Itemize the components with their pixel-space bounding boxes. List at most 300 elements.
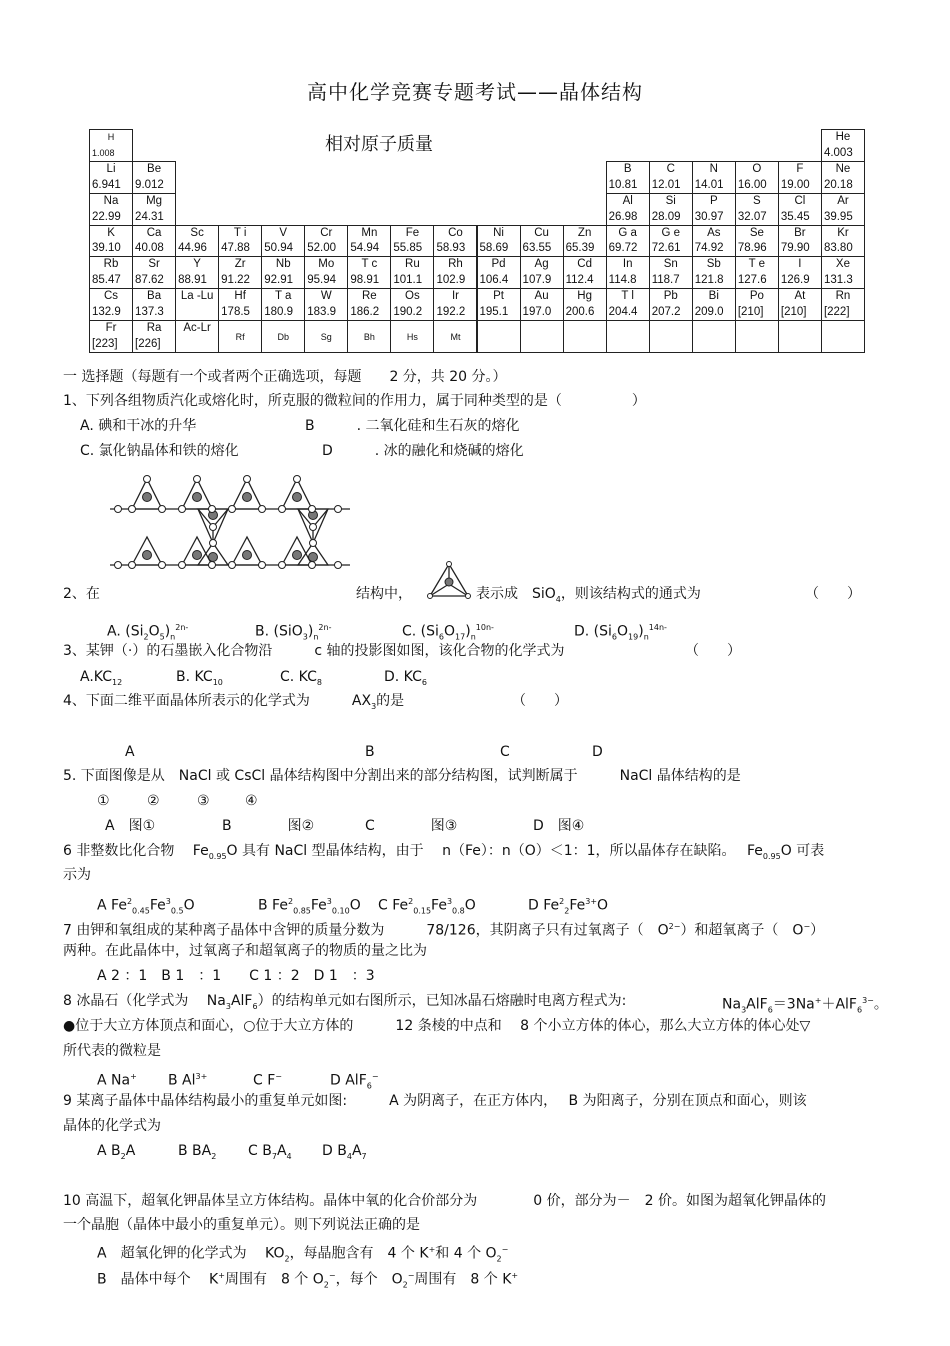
element-cell [304, 256, 348, 289]
element-mass: 114.8 [608, 274, 637, 287]
element-mass: 58.69 [479, 242, 509, 255]
element-symbol: Zn [577, 226, 592, 239]
element-mass: 83.80 [823, 242, 853, 255]
q5-option-c: C 图③ [365, 818, 458, 834]
q2-stem-mid: 结构中， [356, 586, 412, 602]
element-mass: 195.1 [479, 306, 509, 319]
q5-option-d: D 图④ [533, 818, 585, 834]
element-mass: 137.3 [135, 306, 164, 319]
element-symbol: T i [233, 226, 247, 239]
q2-paren: （ ） [805, 586, 861, 602]
element-cell [218, 225, 262, 258]
element-mass: 39.10 [92, 242, 121, 255]
element-cell [735, 320, 779, 353]
element-symbol: Fr [105, 322, 117, 335]
q9-option-a: A $B_2A$ [97, 1143, 136, 1161]
element-mass: 92.91 [264, 274, 293, 287]
element-symbol: In [622, 258, 633, 271]
q4-stem: 4、下面二维平面晶体所表示的化学式为 $AX_3$的是 [63, 693, 405, 711]
q8-option-c: C F− [253, 1072, 282, 1089]
element-cell [347, 288, 391, 321]
element-symbol: Ru [405, 258, 420, 271]
element-cell [433, 288, 477, 321]
element-mass: [222] [823, 306, 850, 319]
element-cell [218, 320, 262, 353]
q4-paren: （ ） [512, 693, 568, 709]
element-symbol: T e [748, 258, 766, 271]
element-symbol: S [753, 194, 761, 207]
element-cell [692, 320, 736, 353]
element-cell [563, 225, 607, 258]
q6-option-c: C $Fe^2_{0.15}Fe^3_{0.8}O$ [378, 897, 476, 916]
element-mass: 126.9 [780, 274, 810, 287]
element-cell [649, 320, 693, 353]
element-mass: 207.2 [651, 306, 681, 319]
element-cell [778, 256, 822, 289]
element-symbol: Rn [835, 290, 851, 303]
element-cell [304, 288, 348, 321]
element-symbol: Cd [577, 258, 592, 271]
element-cell [692, 193, 736, 226]
section-heading: 一 选择题（每题有一个或者两个正确选项，每题 2 分，共 20 分。） [63, 369, 507, 385]
element-mass: 131.3 [823, 274, 853, 287]
element-mass: 19.00 [780, 178, 810, 191]
q5-figure-1-label: ① [97, 793, 110, 809]
q5-figure-2-label: ② [147, 793, 160, 809]
q1-option-b: B . 二氧化硅和生石灰的熔化 [305, 418, 520, 434]
element-cell [821, 161, 865, 194]
element-mass: 95.94 [307, 274, 337, 287]
element-symbol: Bi [708, 290, 719, 303]
element-cell [477, 256, 521, 289]
element-symbol: Rb [103, 258, 119, 271]
element-symbol: P [709, 194, 718, 207]
q5-stem: 5. 下面图像是从 NaCl 或 CsCl 晶体结构图中分割出来的部分结构图，试判断属于 NaCl 晶体结构的是 [63, 768, 741, 784]
element-mass: 91.22 [221, 274, 250, 287]
element-mass: [223] [92, 337, 118, 350]
element-cell [175, 256, 219, 289]
element-cell [821, 129, 865, 162]
element-mass: 1.008 [92, 147, 115, 158]
element-symbol: Br [794, 226, 806, 239]
element-symbol: F [796, 162, 804, 175]
element-symbol: Fe [405, 226, 420, 239]
q3-option-c: C. $KC_8$ [280, 669, 322, 687]
element-symbol: Y [193, 258, 201, 271]
q1-option-d: D . 冰的融化和烧碱的熔化 [322, 443, 524, 459]
element-cell [821, 320, 865, 353]
element-symbol: Au [534, 290, 549, 303]
element-cell [692, 225, 736, 258]
element-symbol: Pd [491, 258, 506, 271]
q6-stem: 6 非整数比化合物 $Fe_{0.95}O$ 具有 NaCl 型晶体结构，由于 n（Fe）：n（O）＜1：1，所以晶体存在缺陷。 $Fe_{0.95}O$ 可表 [63, 843, 825, 861]
element-mass: [210] [737, 306, 764, 319]
element-mass: 192.2 [436, 306, 466, 319]
element-cell [606, 161, 650, 194]
q3-option-d: D. $KC_6$ [384, 669, 427, 687]
element-cell [477, 288, 521, 321]
element-mass: 9.012 [135, 178, 164, 191]
element-cell [347, 225, 391, 258]
element-cell [821, 256, 865, 289]
element-symbol: Mn [361, 226, 378, 239]
element-symbol: Hg [577, 290, 592, 303]
q6-option-a: A $Fe^2_{0.45}Fe^3_{0.5}O$ [97, 897, 195, 916]
element-symbol: Cr [320, 226, 333, 239]
element-mass: 22.99 [92, 210, 121, 223]
element-mass: 26.98 [608, 210, 638, 223]
element-mass: 32.07 [737, 210, 767, 223]
element-mass: 197.0 [522, 306, 552, 319]
element-symbol: Ir [451, 290, 459, 303]
element-mass: 87.62 [135, 274, 164, 287]
q5-figure-3-label: ③ [197, 793, 210, 809]
element-symbol: O [752, 162, 762, 175]
q2-stem-post: 表示成 SiO$_4$，则该结构式的通式为 [476, 586, 701, 604]
element-cell [821, 288, 865, 321]
element-symbol: Kr [837, 226, 849, 239]
element-cell [132, 288, 176, 321]
q8-option-d: D AlF$_6$− [330, 1072, 379, 1091]
q9-stem-cont: 晶体的化学式为 [63, 1118, 161, 1134]
element-cell [563, 320, 607, 353]
element-cell [261, 320, 305, 353]
element-cell [261, 256, 305, 289]
q2-option-a: A. $(Si_2O_5)_n^{2n-}$ [107, 623, 189, 642]
q8-stem: 8 冰晶石（化学式为 $Na_3AlF_6$）的结构单元如右图所示，已知冰晶石熔融时电离方程式为: [63, 993, 627, 1011]
element-cell [606, 288, 650, 321]
element-mass: 69.72 [608, 242, 638, 255]
element-symbol: W [320, 290, 332, 303]
element-symbol: Na [103, 194, 119, 207]
element-cell [520, 225, 564, 258]
element-symbol: Ag [534, 258, 549, 271]
element-cell [606, 320, 650, 353]
element-mass: 14.01 [694, 178, 724, 191]
element-cell [778, 193, 822, 226]
q6-stem-cont: 示为 [63, 867, 91, 883]
element-mass: 74.92 [694, 242, 724, 255]
q5-option-b: B 图② [222, 818, 315, 834]
element-cell [175, 225, 219, 258]
q10-option-a: A 超氧化钾的化学式为 $KO_2$，每晶胞含有 4 个 K+和 4 个 $O_2^-$ [97, 1245, 509, 1264]
element-symbol: Db [277, 332, 289, 343]
element-cell [821, 225, 865, 258]
q9-option-d: D $B_4A_7$ [322, 1143, 367, 1161]
element-cell [175, 288, 219, 321]
element-symbol: Ne [835, 162, 851, 175]
element-mass: [210] [780, 306, 807, 319]
element-mass: 12.01 [651, 178, 681, 191]
element-mass: 58.93 [436, 242, 466, 255]
element-cell [563, 256, 607, 289]
element-mass: [226] [135, 337, 161, 350]
element-mass: 35.45 [780, 210, 810, 223]
element-mass: 209.0 [694, 306, 724, 319]
element-cell [89, 129, 133, 162]
element-cell [606, 256, 650, 289]
element-cell [520, 320, 564, 353]
element-mass: 101.1 [393, 274, 423, 287]
element-symbol: Bh [363, 332, 375, 343]
element-cell [132, 320, 176, 353]
element-mass: 52.00 [307, 242, 337, 255]
q9-option-c: C $B_7A_4$ [248, 1143, 292, 1161]
element-cell [433, 225, 477, 258]
element-mass: 178.5 [221, 306, 250, 319]
element-mass: 204.4 [608, 306, 638, 319]
element-symbol: G e [661, 226, 681, 239]
element-cell [692, 256, 736, 289]
element-cell [347, 256, 391, 289]
element-symbol: Ni [493, 226, 504, 239]
element-mass: 47.88 [221, 242, 250, 255]
element-symbol: He [835, 131, 851, 143]
element-symbol: Ca [146, 226, 162, 239]
element-cell [132, 161, 176, 194]
element-symbol: Se [749, 226, 764, 239]
element-symbol: Mg [146, 194, 163, 207]
element-cell [692, 288, 736, 321]
element-cell [520, 288, 564, 321]
q7-options: A 2 ：1 B 1 ：1 C 1 ：2 D 1 ：3 [97, 968, 375, 984]
element-mass: 121.8 [694, 274, 724, 287]
q2-stem-pre: 2、在 [63, 586, 100, 602]
element-symbol: As [707, 226, 721, 239]
element-symbol: At [794, 290, 806, 303]
q6-option-b: B $Fe^2_{0.85}Fe^3_{0.10}O$ [258, 897, 361, 916]
element-cell [433, 320, 477, 353]
q1-option-c: C. 氯化钠晶体和铁的熔化 [80, 443, 239, 459]
element-symbol: Zr [234, 258, 246, 271]
element-mass: 106.4 [479, 274, 509, 287]
element-mass: 30.97 [694, 210, 724, 223]
element-cell [520, 256, 564, 289]
element-cell [132, 193, 176, 226]
element-symbol: Pt [493, 290, 504, 303]
element-cell [477, 320, 521, 353]
q5-figure-4-label: ④ [245, 793, 258, 809]
element-cell [778, 320, 822, 353]
element-cell [304, 320, 348, 353]
element-cell [89, 225, 133, 258]
element-mass: 180.9 [264, 306, 293, 319]
q3-option-a: $A.KC_{12}$ [80, 669, 123, 687]
element-mass: 50.94 [264, 242, 293, 255]
element-mass: 200.6 [565, 306, 595, 319]
q6-option-d: D $Fe^2_2Fe^{3+}O$ [528, 897, 609, 916]
q8-option-b: B $Al^{3+}$ [168, 1072, 208, 1089]
element-symbol: Sb [706, 258, 721, 271]
element-mass: 55.85 [393, 242, 423, 255]
q3-paren: （ ） [685, 643, 741, 659]
periodic-table [89, 129, 864, 352]
element-symbol: Re [362, 290, 377, 303]
element-cell [563, 288, 607, 321]
silicate-chain-structure [110, 465, 350, 595]
q8-option-a: A Na+ [97, 1072, 137, 1089]
element-cell [218, 256, 262, 289]
element-mass: 132.9 [92, 306, 121, 319]
element-symbol: Hs [406, 332, 418, 343]
element-mass: 54.94 [350, 242, 380, 255]
element-symbol: Sr [148, 258, 160, 271]
element-symbol: Li [106, 162, 116, 175]
element-symbol: N [709, 162, 718, 175]
element-symbol: T c [361, 258, 378, 271]
periodic-table-caption: 相对原子质量 [325, 134, 433, 155]
element-mass: 112.4 [565, 274, 594, 287]
element-mass: 98.91 [350, 274, 380, 287]
q4-option-b: B [365, 744, 375, 760]
element-mass: 85.47 [92, 274, 121, 287]
element-symbol: Ra [146, 322, 162, 335]
element-symbol: Sg [320, 332, 332, 343]
element-cell [821, 193, 865, 226]
element-cell [649, 256, 693, 289]
element-symbol: T a [275, 290, 292, 303]
element-symbol: Rf [235, 332, 245, 343]
element-mass: 118.7 [651, 274, 680, 287]
q5-option-a: A 图① [105, 818, 156, 834]
element-cell [649, 288, 693, 321]
element-cell [89, 161, 133, 194]
page-title: 高中化学竞赛专题考试——晶体结构 [307, 80, 643, 104]
element-cell [735, 193, 779, 226]
element-symbol: Mt [450, 332, 461, 343]
q1-stem: 1、下列各组物质汽化或熔化时，所克服的微粒间的作用力，属于同种类型的是（ ） [63, 393, 646, 409]
element-symbol: I [798, 258, 802, 271]
element-symbol: Nb [275, 258, 291, 271]
element-cell [390, 320, 434, 353]
element-cell [477, 225, 521, 258]
element-symbol: Pb [663, 290, 678, 303]
element-symbol: Be [147, 162, 162, 175]
element-mass: 79.90 [780, 242, 810, 255]
element-symbol: Ac-Lr [183, 322, 211, 335]
element-mass: 88.91 [178, 274, 207, 287]
element-symbol: Sn [663, 258, 678, 271]
q8-line2: ●位于大立方体顶点和面心，○位于大立方体的 12 条棱的中点和 8 个小立方体的体心，那么大立方体的体心处▽ [63, 1018, 811, 1034]
element-mass: 4.003 [823, 146, 853, 159]
element-symbol: C [666, 162, 675, 175]
element-mass: 102.9 [436, 274, 466, 287]
element-symbol: H [107, 132, 115, 142]
element-cell [649, 225, 693, 258]
q8-equation: $Na_3AlF_6=3Na^++AlF_6^{3-}$。 [722, 996, 888, 1015]
q9-option-b: B $BA_2$ [178, 1143, 217, 1161]
element-mass: 20.18 [823, 178, 853, 191]
element-cell [778, 288, 822, 321]
element-mass: 39.95 [823, 210, 853, 223]
q4-option-c: C [500, 744, 510, 760]
element-mass: 6.941 [92, 178, 121, 191]
q7-stem: 7 由钾和氧组成的某种离子晶体中含钾的质量分数为 78/126，其阴离子只有过氧离子（ $O^{2-}$）和超氧离子（ O−） [63, 922, 825, 939]
q1-option-a: A. 碘和干冰的升华 [80, 418, 197, 434]
element-mass: 183.9 [307, 306, 337, 319]
q2-option-b: B. $(SiO_3)_n^{2n-}$ [255, 623, 332, 642]
element-mass: 127.6 [737, 274, 767, 287]
element-cell [89, 288, 133, 321]
element-mass: 190.2 [393, 306, 423, 319]
element-symbol: Sc [190, 226, 204, 239]
q2-option-c: C. $(Si_6O_{17})_n^{10n-}$ [402, 623, 494, 642]
q7-stem-cont: 两种。在此晶体中，过氧离子和超氧离子的物质的量之比为 [63, 943, 427, 959]
sio4-tetrahedron-icon [427, 560, 471, 600]
element-cell [390, 225, 434, 258]
q3-stem: 3、某钾（·）的石墨嵌入化合物沿 c 轴的投影图如图，该化合物的化学式为 [63, 643, 565, 659]
element-symbol: Mo [318, 258, 335, 271]
q9-stem: 9 某离子晶体中晶体结构最小的重复单元如图: A 为阴离子，在正方体内， B 为阳离子，分别在顶点和面心，则该 [63, 1093, 807, 1109]
element-mass: 72.61 [651, 242, 681, 255]
element-mass: 65.39 [565, 242, 595, 255]
q8-line3: 所代表的微粒是 [63, 1043, 161, 1059]
element-symbol: Hf [234, 290, 246, 303]
element-symbol: Ba [147, 290, 162, 303]
q2-option-d: D. $(Si_6O_{19})_n^{14n-}$ [574, 623, 667, 642]
element-cell [175, 320, 219, 353]
element-cell [89, 320, 133, 353]
element-mass: 186.2 [350, 306, 380, 319]
element-symbol: Cl [794, 194, 806, 207]
element-cell [261, 288, 305, 321]
element-cell [390, 288, 434, 321]
element-mass: 107.9 [522, 274, 552, 287]
element-cell [304, 225, 348, 258]
element-mass: 10.81 [608, 178, 638, 191]
element-symbol: Rh [448, 258, 463, 271]
element-mass: 78.96 [737, 242, 767, 255]
element-cell [132, 256, 176, 289]
element-cell [735, 225, 779, 258]
element-symbol: T l [621, 290, 634, 303]
element-symbol: Al [622, 194, 633, 207]
element-symbol: Cs [103, 290, 119, 303]
q4-option-d: D [592, 744, 603, 760]
q10-stem: 10 高温下，超氧化钾晶体呈立方体结构。晶体中氧的化合价部分为 0 价，部分为－ 2 价。如图为超氧化钾晶体的 [63, 1193, 826, 1209]
element-cell [218, 288, 262, 321]
element-symbol: La -Lu [180, 290, 214, 303]
element-symbol: K [107, 226, 115, 239]
q10-stem-cont: 一个晶胞（晶体中最小的重复单元）。则下列说法正确的是 [63, 1217, 420, 1233]
element-symbol: Po [749, 290, 764, 303]
element-symbol: Ar [837, 194, 849, 207]
element-cell [649, 161, 693, 194]
element-cell [89, 193, 133, 226]
element-symbol: Co [448, 226, 463, 239]
element-cell [433, 256, 477, 289]
element-cell [606, 225, 650, 258]
element-cell [132, 225, 176, 258]
element-symbol: Os [405, 290, 420, 303]
element-mass: 63.55 [522, 242, 552, 255]
element-symbol: Xe [835, 258, 850, 271]
element-symbol: G a [618, 226, 637, 239]
element-cell [89, 256, 133, 289]
element-cell [649, 193, 693, 226]
element-mass: 40.08 [135, 242, 164, 255]
element-symbol: V [279, 226, 288, 239]
element-mass: 16.00 [737, 178, 767, 191]
element-cell [606, 193, 650, 226]
q3-option-b: B. $KC_{10}$ [176, 669, 223, 687]
element-symbol: B [623, 162, 632, 175]
element-symbol: Si [665, 194, 676, 207]
element-cell [778, 161, 822, 194]
element-cell [778, 225, 822, 258]
element-symbol: Cu [534, 226, 549, 239]
element-cell [261, 225, 305, 258]
